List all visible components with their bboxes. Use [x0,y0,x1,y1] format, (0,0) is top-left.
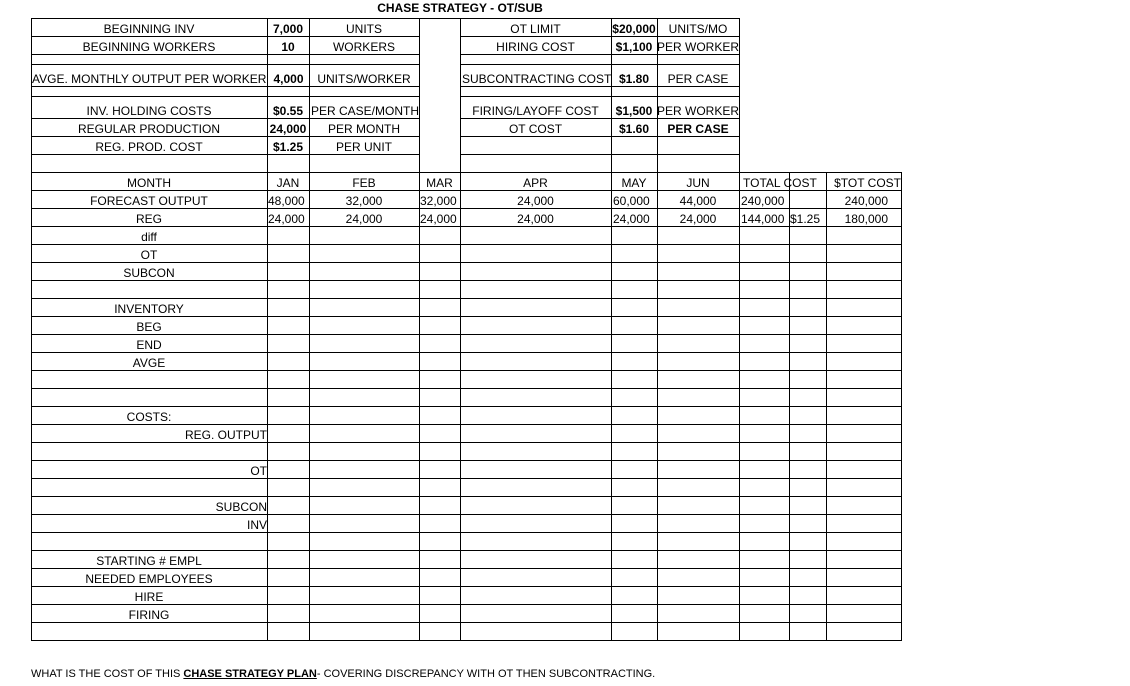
grid-hline [31,190,902,191]
month-jan: JAN [276,176,300,190]
avg-output-label: AVGE. MONTHLY OUTPUT PER WORKER [32,72,267,86]
grid-vline [739,18,740,173]
subcon-cost-row-label: SUBCON [215,500,267,514]
tot-cost-header: $TOT COST [834,176,901,190]
grid-vline [657,172,658,641]
inv-holding-value[interactable]: $0.55 [272,104,304,118]
grid-hline [31,424,902,425]
beginning-workers-label: BEGINNING WORKERS [82,40,216,54]
forecast-mar[interactable]: 32,000 [420,194,457,208]
diff-label: diff [141,230,157,244]
grid-vline [309,172,310,641]
grid-hline [31,172,902,173]
starting-empl-label: STARTING # EMPL [96,554,202,568]
subcon-label: SUBCON [123,266,175,280]
ot-limit-value[interactable]: $20,000 [612,22,656,36]
inv-holding-label: INV. HOLDING COSTS [86,104,212,118]
total-cost-header: TOTAL COST [743,176,817,190]
grid-hline [611,18,740,19]
month-header: MONTH [127,176,171,190]
ot-cost-unit: PER CASE [667,122,729,136]
hiring-cost-label: HIRING COST [496,40,575,54]
grid-vline [826,172,827,641]
grid-hline [31,442,902,443]
grid-vline [267,172,268,641]
grid-hline [31,226,902,227]
ot-cost-value[interactable]: $1.60 [618,122,650,136]
reg-label: REG [135,212,162,226]
grid-hline [460,96,740,97]
sheet-title: CHASE STRATEGY - OT/SUB [377,1,543,15]
footer-prefix: WHAT IS THE COST OF THIS [31,668,184,680]
forecast-feb[interactable]: 32,000 [345,194,383,208]
grid-hline [31,334,902,335]
firing-cost-unit: PER WORKER [657,104,740,118]
reg-prod-cost-label: REG. PROD. COST [95,140,203,154]
grid-hline [31,460,902,461]
beginning-inv-label: BEGINNING INV [103,22,195,36]
grid-hline [460,54,740,55]
inv-holding-unit: PER CASE/MONTH [311,104,420,118]
ot-limit-unit: UNITS/MO [668,22,728,36]
grid-hline [460,18,611,19]
reg-prod-cost-unit: PER UNIT [335,140,392,154]
ot-label: OT [140,248,158,262]
forecast-total[interactable]: 240,000 [741,194,785,208]
inventory-beg-label: BEG [136,320,162,334]
grid-hline [31,64,420,65]
footer-suffix: - COVERING DISCREPANCY WITH OT THEN SUBCONTRACTING. [316,668,656,680]
footer-emphasis: CHASE STRATEGY PLAN [183,668,317,680]
reg-mar[interactable]: 24,000 [420,212,457,226]
grid-hline [31,36,420,37]
grid-vline [611,172,612,641]
grid-hline [31,298,902,299]
reg-feb[interactable]: 24,000 [345,212,383,226]
grid-hline [460,136,740,137]
grid-hline [460,64,740,65]
grid-hline [31,550,902,551]
avg-output-unit: UNITS/WORKER [317,72,411,86]
grid-hline [31,622,902,623]
grid-hline [31,154,420,155]
grid-hline [31,568,902,569]
grid-hline [460,36,740,37]
grid-hline [31,640,902,641]
forecast-label: FORECAST OUTPUT [90,194,208,208]
regular-production-value[interactable]: 24,000 [269,122,307,136]
inventory-end-label: END [136,338,162,352]
beginning-inv-value[interactable]: 7,000 [272,22,304,36]
grid-hline [31,370,902,371]
month-may: MAY [621,176,647,190]
grid-hline [31,54,420,55]
grid-hline [31,262,902,263]
reg-may[interactable]: 24,000 [613,212,650,226]
inventory-avge-label: AVGE [132,356,166,370]
grid-hline [31,478,902,479]
reg-tot-cost[interactable]: 180,000 [844,212,888,226]
reg-prod-cost-value[interactable]: $1.25 [272,140,304,154]
grid-hline [31,406,902,407]
grid-hline [31,280,902,281]
firing-cost-value[interactable]: $1,500 [615,104,653,118]
grid-hline [460,118,740,119]
grid-hline [31,118,420,119]
subcontracting-cost-unit: PER CASE [667,72,729,86]
grid-vline [419,172,420,641]
forecast-tot-cost[interactable]: 240,000 [844,194,888,208]
subcontracting-cost-value[interactable]: $1.80 [618,72,650,86]
ot-cost-label: OT COST [508,122,563,136]
grid-vline [789,172,790,641]
forecast-may[interactable]: 60,000 [613,194,650,208]
ot-cost-row-label: OT [250,464,267,478]
reg-total[interactable]: 144,000 [741,212,785,226]
month-feb: FEB [352,176,376,190]
reg-output-cost-label: REG. OUTPUT [184,428,267,442]
hiring-cost-unit: PER WORKER [657,40,740,54]
beginning-workers-unit: WORKERS [332,40,395,54]
beginning-inv-unit: UNITS [346,22,382,36]
subcontracting-cost-label: SUBCONTRACTING COST [462,72,612,86]
beginning-workers-value[interactable]: 10 [281,40,295,54]
regular-production-label: REGULAR PRODUCTION [77,122,220,136]
hire-label: HIRE [134,590,164,604]
grid-hline [31,352,902,353]
reg-unit-cost[interactable]: $1.25 [790,212,821,226]
grid-hline [31,604,902,605]
reg-jun[interactable]: 24,000 [679,212,717,226]
grid-hline [31,532,902,533]
grid-hline [31,208,902,209]
firing-label: FIRING [128,608,170,622]
forecast-apr[interactable]: 24,000 [517,194,554,208]
month-jun: JUN [686,176,710,190]
month-apr: APR [523,176,548,190]
grid-hline [31,514,902,515]
grid-vline [739,172,740,641]
grid-hline [31,86,420,87]
reg-jan[interactable]: 24,000 [268,212,305,226]
grid-vline [460,172,461,641]
inventory-label: INVENTORY [114,302,184,316]
reg-apr[interactable]: 24,000 [517,212,554,226]
grid-hline [31,18,420,19]
grid-hline [31,586,902,587]
ot-limit-label: OT LIMIT [510,22,561,36]
footer-question [31,667,655,681]
grid-vline [901,172,902,641]
grid-hline [31,496,902,497]
grid-hline [31,96,420,97]
grid-hline [31,244,902,245]
regular-production-unit: PER MONTH [328,122,400,136]
inv-cost-row-label: INV [246,518,267,532]
hiring-cost-value[interactable]: $1,100 [615,40,653,54]
costs-label: COSTS: [126,410,172,424]
grid-vline [419,18,420,173]
grid-hline [460,86,740,87]
forecast-jan[interactable]: 48,000 [268,194,305,208]
firing-cost-label: FIRING/LAYOFF COST [472,104,599,118]
avg-output-value[interactable]: 4,000 [273,72,304,86]
grid-hline [460,154,740,155]
grid-hline [31,136,420,137]
month-mar: MAR [426,176,453,190]
forecast-jun[interactable]: 44,000 [679,194,717,208]
needed-employees-label: NEEDED EMPLOYEES [85,572,213,586]
grid-hline [31,388,902,389]
grid-hline [31,316,902,317]
